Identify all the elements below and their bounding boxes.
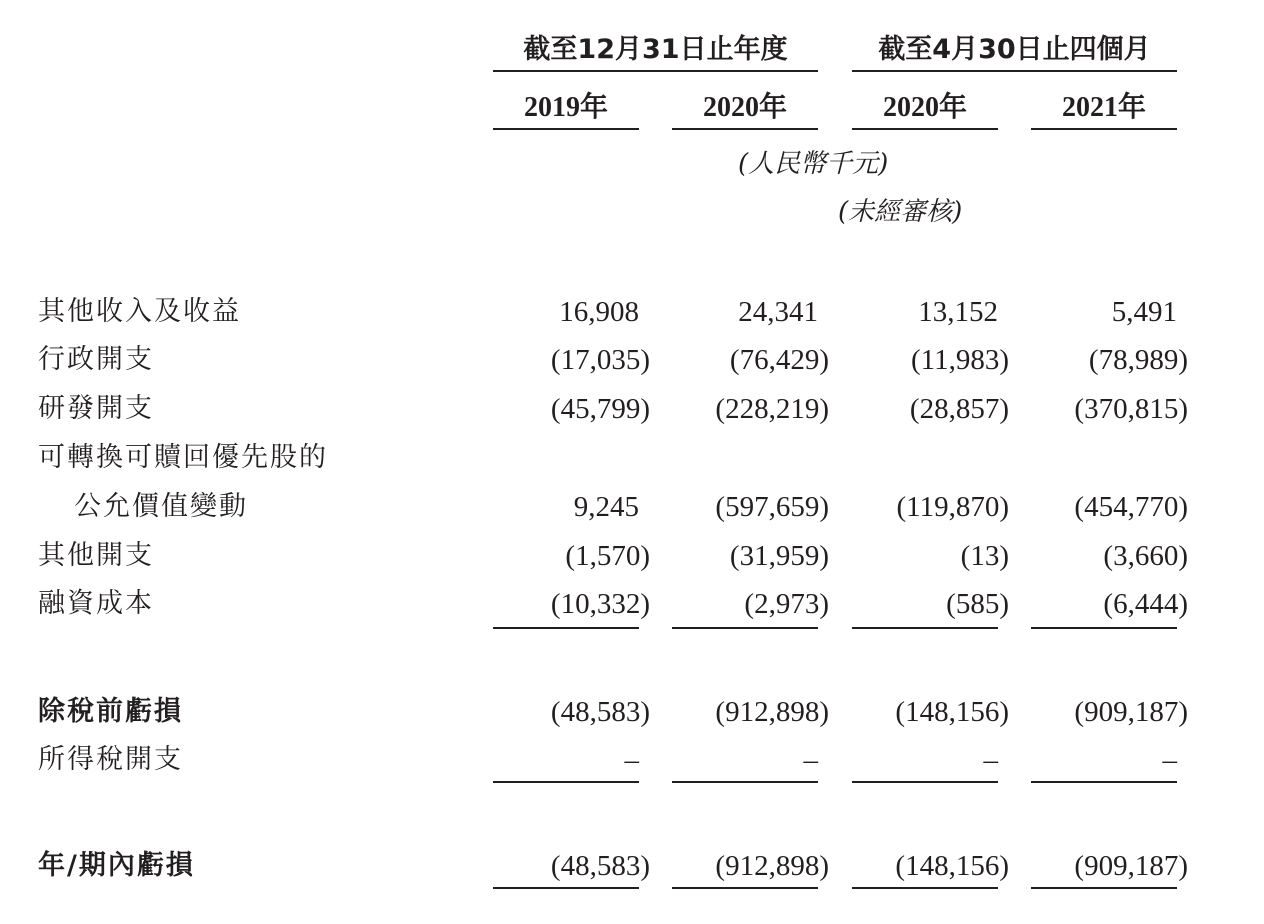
cell: 24,341 <box>738 296 818 328</box>
cell: (6,444) <box>1103 588 1188 620</box>
cell: (10,332) <box>550 588 650 620</box>
header-rule-group2 <box>852 70 1177 72</box>
year-header-col4: 2021年 <box>1061 92 1146 123</box>
cell: (45,799) <box>550 393 650 425</box>
tax-rule-col2 <box>672 781 818 783</box>
year-header-col3: 2020年 <box>882 92 967 123</box>
cell: (370,815) <box>1074 393 1188 425</box>
cell: (2,973) <box>744 588 829 620</box>
cell: (597,659) <box>715 491 829 523</box>
unit-note: (人民幣千元) <box>738 149 889 179</box>
total-rule-col4 <box>1031 887 1177 889</box>
cell: (909,187) <box>1074 696 1188 728</box>
cell: (31,959) <box>729 540 829 572</box>
row-label-other-income: 其他收入及收益 <box>38 296 241 327</box>
cell: (912,898) <box>715 696 829 728</box>
row-label-other-expenses: 其他開支 <box>38 540 154 571</box>
subtotal-rule-col1 <box>493 627 639 629</box>
cell: 9,245 <box>573 491 639 523</box>
tax-rule-col1 <box>493 781 639 783</box>
subtotal-rule-col3 <box>852 627 998 629</box>
cell: (48,583) <box>550 850 650 882</box>
cell: 5,491 <box>1111 296 1177 328</box>
cell: (76,429) <box>729 344 829 376</box>
row-label-fair-value-change: 公允價值變動 <box>74 491 248 522</box>
year-rule-col3 <box>852 128 998 130</box>
cell: (78,989) <box>1088 344 1188 376</box>
cell: (148,156) <box>895 850 1009 882</box>
header-year-ended-dec-31: 截至12月31日止年度 <box>523 34 788 65</box>
cell: (909,187) <box>1074 850 1188 882</box>
cell: (912,898) <box>715 850 829 882</box>
cell: (11,983) <box>911 344 1009 376</box>
cell: (13) <box>960 540 1009 572</box>
cell: (454,770) <box>1074 491 1188 523</box>
cell: (228,219) <box>715 393 829 425</box>
cell: 16,908 <box>559 296 639 328</box>
cell: – <box>624 744 639 776</box>
cell: (148,156) <box>895 696 1009 728</box>
cell: – <box>803 744 818 776</box>
year-rule-col1 <box>493 128 639 130</box>
cell: (28,857) <box>909 393 1009 425</box>
year-header-col1: 2019年 <box>523 92 608 123</box>
row-label-income-tax: 所得稅開支 <box>38 744 183 775</box>
cell: (17,035) <box>550 344 650 376</box>
subtotal-rule-col4 <box>1031 627 1177 629</box>
header-rule-group1 <box>493 70 818 72</box>
row-label-convertible-preferred: 可轉換可贖回優先股的 <box>38 442 328 473</box>
row-label-finance-costs: 融資成本 <box>38 588 154 619</box>
year-rule-col2 <box>672 128 818 130</box>
row-label-rnd-expenses: 研發開支 <box>38 393 154 424</box>
cell: (119,870) <box>896 491 1009 523</box>
row-label-loss-for-period: 年/期內虧損 <box>38 850 195 881</box>
total-rule-col1 <box>493 887 639 889</box>
row-label-admin-expenses: 行政開支 <box>38 344 154 375</box>
year-rule-col4 <box>1031 128 1177 130</box>
year-header-col2: 2020年 <box>702 92 787 123</box>
header-four-months-apr-30: 截至4月30日止四個月 <box>878 34 1151 65</box>
cell: – <box>1162 744 1177 776</box>
total-rule-col3 <box>852 887 998 889</box>
cell: (585) <box>946 588 1009 620</box>
cell: (48,583) <box>550 696 650 728</box>
total-rule-col2 <box>672 887 818 889</box>
cell: 13,152 <box>918 296 998 328</box>
tax-rule-col4 <box>1031 781 1177 783</box>
cell: (3,660) <box>1103 540 1188 572</box>
row-label-loss-before-tax: 除稅前虧損 <box>38 696 183 727</box>
subtotal-rule-col2 <box>672 627 818 629</box>
unaudited-note: (未經審核) <box>838 197 963 227</box>
cell: – <box>983 744 998 776</box>
tax-rule-col3 <box>852 781 998 783</box>
cell: (1,570) <box>565 540 650 572</box>
